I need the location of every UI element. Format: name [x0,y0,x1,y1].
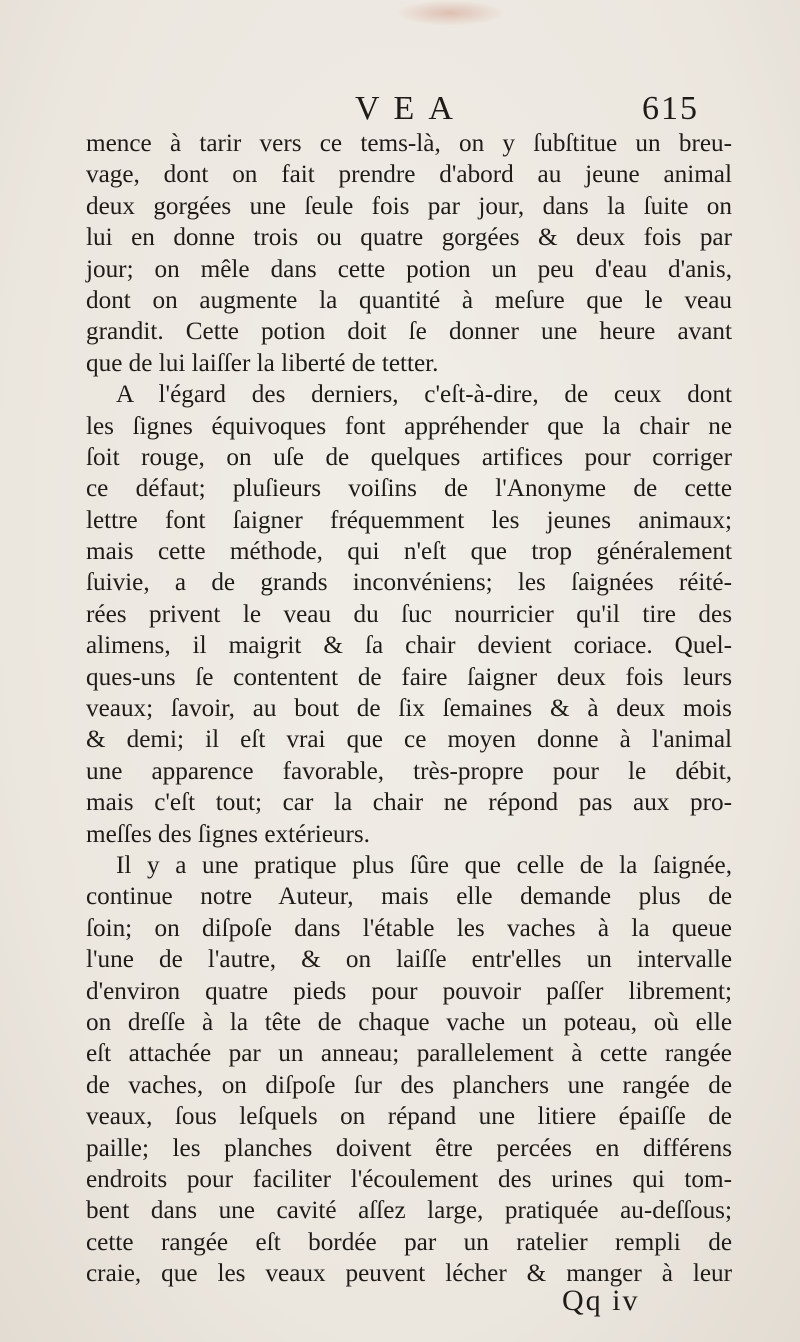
text-line: grandit. Cette potion doit ſe donner une heure avant [86,318,732,346]
text-line: ce défaut; pluſieurs voiſins de l'Anonyme de cette [86,475,732,503]
text-line: lui en donne trois ou quatre gorgées & deux fois par [86,224,732,252]
text-line: cette rangée eſt bordée par un ratelier rempli de [86,1228,732,1256]
text-line: mais c'eſt tout; car la chair ne répond pas aux pro- [86,789,732,817]
text-line: alimens, il maigrit & ſa chair devient coriace. Quel- [86,632,732,660]
signature-mark: Qq iv [562,1284,640,1317]
text-line: veaux, ſous leſquels on répand une litiere épaiſſe de [86,1103,732,1131]
text-line: les ſignes équivoques font appréhender que la chair ne [86,412,732,440]
text-line: l'une de l'autre, & on laiſſe entr'elles un intervalle [86,946,732,974]
text-line: vage, dont on fait prendre d'abord au jeune animal [86,161,732,189]
text-line: craie, que les veaux peuvent lécher & manger à leur [86,1260,732,1288]
text-line: veaux; ſavoir, au bout de ſix ſemaines & à deux mois [86,695,732,723]
text-line: ſuivie, a de grands inconvéniens; les ſaignées réité- [86,569,732,597]
text-line: paille; les planches doivent être percées en différens [86,1134,732,1162]
text-line: mence à tarir vers ce tems-là, on y ſubſtitue un breu- [86,130,732,157]
text-line: jour; on mêle dans cette potion un peu d'eau d'anis, [86,255,732,283]
text-line: de vaches, on diſpoſe ſur des planchers une rangée de [86,1071,732,1099]
text-line: deux gorgées une ſeule fois par jour, dans la ſuite on [86,192,732,220]
text-line: ques-uns ſe contentent de faire ſaigner deux fois leurs [86,663,732,691]
page-number: 615 [642,90,699,127]
text-line: eſt attachée par un anneau; parallelement à cette rangée [86,1040,732,1068]
text-line: bent dans une cavité aſſez large, pratiquée au-deſſous; [86,1197,732,1225]
text-line: ſoit rouge, on uſe de quelques artifices pour corriger [86,443,732,471]
text-line: A l'égard des derniers, c'eſt-à-dire, de ceux dont [116,381,732,409]
text-line: meſſes des ſignes extérieurs. [86,820,370,848]
text-line: rées privent le veau du ſuc nourricier qu'il tire des [86,600,732,628]
text-line: continue notre Auteur, mais elle demande plus de [86,883,732,911]
text-line: on dreſſe à la tête de chaque vache un poteau, où elle [86,1008,732,1036]
text-line: Il y a une pratique plus ſûre que celle de la ſaignée, [116,851,732,879]
text-line: que de lui laiſſer la liberté de tetter. [86,349,439,377]
running-head-title: VEA [355,90,467,127]
text-line: mais cette méthode, qui n'eſt que trop généralement [86,538,732,566]
text-line: lettre font ſaigner fréquemment les jeunes animaux; [86,506,732,534]
body-text [86,128,732,1289]
text-line: d'environ quatre pieds pour pouvoir paſſer librement; [86,977,732,1005]
text-line: endroits pour faciliter l'écoulement des urines qui tom- [86,1165,732,1193]
paper-stain [395,0,505,26]
text-line: une apparence favorable, très-propre pour le débit, [86,757,732,785]
text-line: & demi; il eſt vrai que ce moyen donne à l'animal [86,726,732,754]
text-line: dont on augmente la quantité à meſure que le veau [86,286,732,314]
text-line: ſoin; on diſpoſe dans l'étable les vaches à la queue [86,914,732,942]
